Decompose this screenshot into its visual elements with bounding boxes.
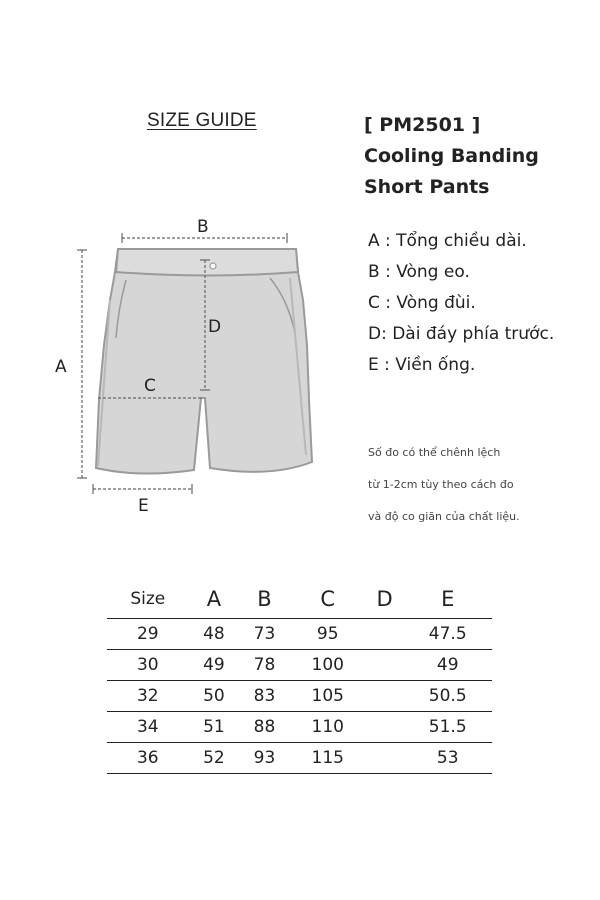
table-row bbox=[107, 743, 492, 774]
cell-size: 29 bbox=[107, 619, 189, 650]
size-guide-title: SIZE GUIDE bbox=[147, 110, 257, 131]
cell-e: 49 bbox=[403, 650, 492, 681]
col-header-size: Size bbox=[107, 580, 189, 619]
legend-item-e: E : Viền ống. bbox=[368, 355, 476, 375]
cell-e: 47.5 bbox=[403, 619, 492, 650]
cell-size: 34 bbox=[107, 712, 189, 743]
legend-item-c: C : Vòng đùi. bbox=[368, 293, 476, 313]
cell-b: 83 bbox=[239, 681, 290, 712]
table-row bbox=[107, 681, 492, 712]
cell-c: 115 bbox=[290, 743, 366, 774]
waist-button bbox=[210, 263, 216, 269]
note-line-1: Số đo có thể chênh lệch bbox=[368, 446, 501, 459]
size-table bbox=[107, 580, 492, 774]
cell-size: 36 bbox=[107, 743, 189, 774]
diagram-label-a: A bbox=[55, 357, 67, 377]
shorts-body bbox=[96, 249, 312, 474]
cell-d bbox=[366, 650, 404, 681]
cell-e: 51.5 bbox=[403, 712, 492, 743]
cell-d bbox=[366, 712, 404, 743]
table-row bbox=[107, 619, 492, 650]
table-row bbox=[107, 650, 492, 681]
cell-b: 78 bbox=[239, 650, 290, 681]
cell-b: 73 bbox=[239, 619, 290, 650]
shorts-diagram bbox=[0, 200, 340, 520]
table-header-row bbox=[107, 580, 492, 619]
cell-d bbox=[366, 681, 404, 712]
col-header-d: D bbox=[366, 580, 404, 619]
legend-item-b: B : Vòng eo. bbox=[368, 262, 470, 282]
col-header-c: C bbox=[290, 580, 366, 619]
cell-c: 110 bbox=[290, 712, 366, 743]
waistband bbox=[116, 249, 298, 276]
cell-e: 50.5 bbox=[403, 681, 492, 712]
cell-c: 100 bbox=[290, 650, 366, 681]
diagram-label-b: B bbox=[197, 217, 209, 237]
cell-a: 49 bbox=[189, 650, 240, 681]
col-header-a: A bbox=[189, 580, 240, 619]
product-name-line-2: Short Pants bbox=[364, 176, 490, 198]
cell-a: 48 bbox=[189, 619, 240, 650]
cell-a: 51 bbox=[189, 712, 240, 743]
col-header-e: E bbox=[403, 580, 492, 619]
cell-d bbox=[366, 619, 404, 650]
cell-b: 93 bbox=[239, 743, 290, 774]
cell-a: 52 bbox=[189, 743, 240, 774]
product-name-line-1: Cooling Banding bbox=[364, 145, 539, 167]
product-code: [ PM2501 ] bbox=[364, 114, 481, 136]
table-row bbox=[107, 712, 492, 743]
cell-a: 50 bbox=[189, 681, 240, 712]
cell-size: 30 bbox=[107, 650, 189, 681]
diagram-label-e: E bbox=[138, 496, 149, 516]
cell-c: 105 bbox=[290, 681, 366, 712]
cell-size: 32 bbox=[107, 681, 189, 712]
note-line-3: và độ co giãn của chất liệu. bbox=[368, 510, 520, 523]
cell-d bbox=[366, 743, 404, 774]
cell-c: 95 bbox=[290, 619, 366, 650]
legend-item-a: A : Tổng chiều dài. bbox=[368, 231, 527, 251]
diagram-label-c: C bbox=[144, 376, 156, 396]
legend-item-d: D: Dài đáy phía trước. bbox=[368, 324, 555, 344]
cell-b: 88 bbox=[239, 712, 290, 743]
cell-e: 53 bbox=[403, 743, 492, 774]
diagram-label-d: D bbox=[208, 317, 222, 337]
note-line-2: từ 1-2cm tùy theo cách đo bbox=[368, 478, 514, 491]
col-header-b: B bbox=[239, 580, 290, 619]
